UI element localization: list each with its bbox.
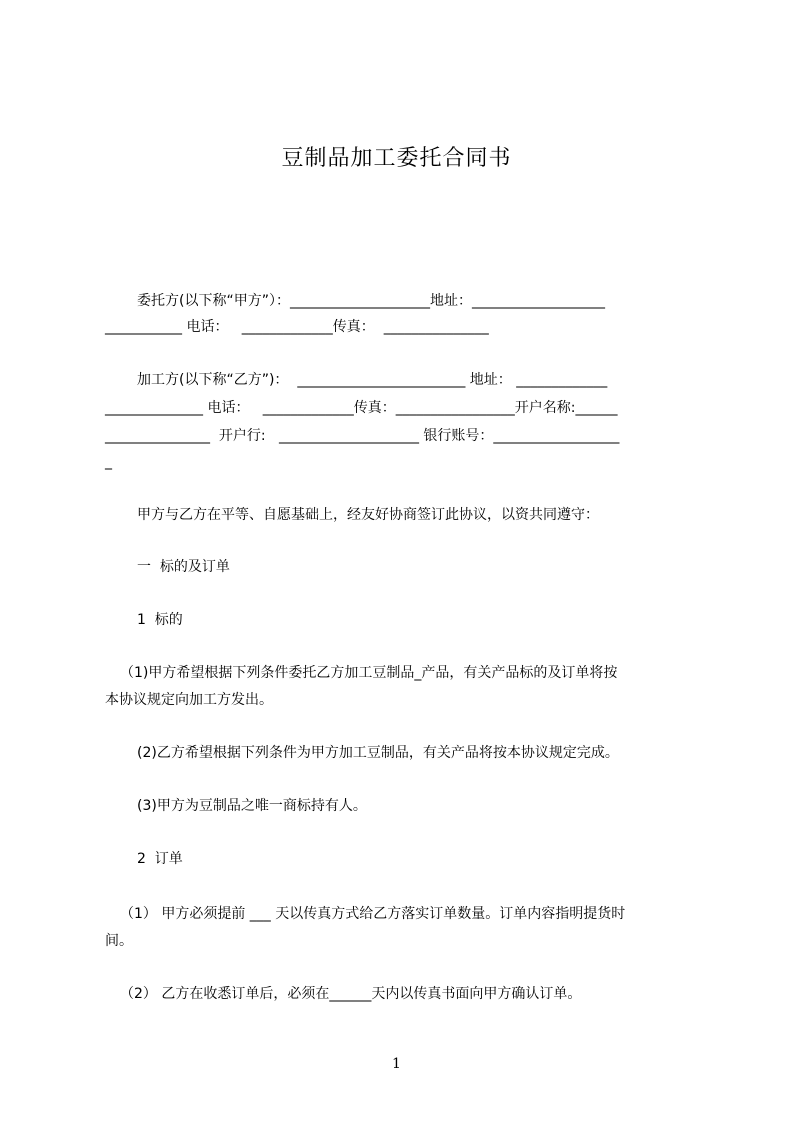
clause-1-1-line-1: （1)甲方希望根据下列条件委托乙方加工豆制品_产品，有关产品标的及订单将按 [120,665,618,681]
clause-1-2: (2)乙方希望根据下列条件为甲方加工豆制品，有关产品将按本协议规定完成。 [137,745,619,761]
clause-2-1-line-2: 间。 [105,933,133,949]
section-2-heading: 2 订单 [137,851,183,867]
party-b-line-1: 加工方(以下称“乙方”)： ________________________ 地址： _____________ [137,372,608,388]
clause-2-1-line-1: （1） 甲方必须提前 ___ 天以传真方式给乙方落实订单数量。订单内容指明提货时 [120,906,626,922]
party-a-line-2: ___________ 电话： _____________传真： _______________ [105,319,489,335]
clause-1-1-line-2: 本协议规定向加工方发出。 [105,692,273,708]
document-title: 豆制品加工委托合同书 [281,146,512,171]
page-number: 1 [392,1056,401,1072]
party-a-line-1: 委托方(以下称“甲方”）：____________________地址：___________________ [137,293,605,309]
party-b-line-3: _______________ 开户行: ____________________ 银行账号：__________________ [105,428,620,444]
clause-2-2: （2） 乙方在收悉订单后，必须在______天内以传真书面向甲方确认订单。 [120,986,582,1002]
section-1-heading: 一 标的及订单 [137,559,230,575]
party-b-line-2: ______________ 电话： _____________传真：_________________开户名称:______ [105,400,618,416]
section-1-1-heading: 1 标的 [137,612,183,628]
clause-1-3: (3)甲方为豆制品之唯一商标持有人。 [137,798,367,814]
party-b-line-4: _ [105,454,112,470]
intro-paragraph: 甲方与乙方在平等、自愿基础上，经友好协商签订此协议，以资共同遵守： [137,507,599,523]
